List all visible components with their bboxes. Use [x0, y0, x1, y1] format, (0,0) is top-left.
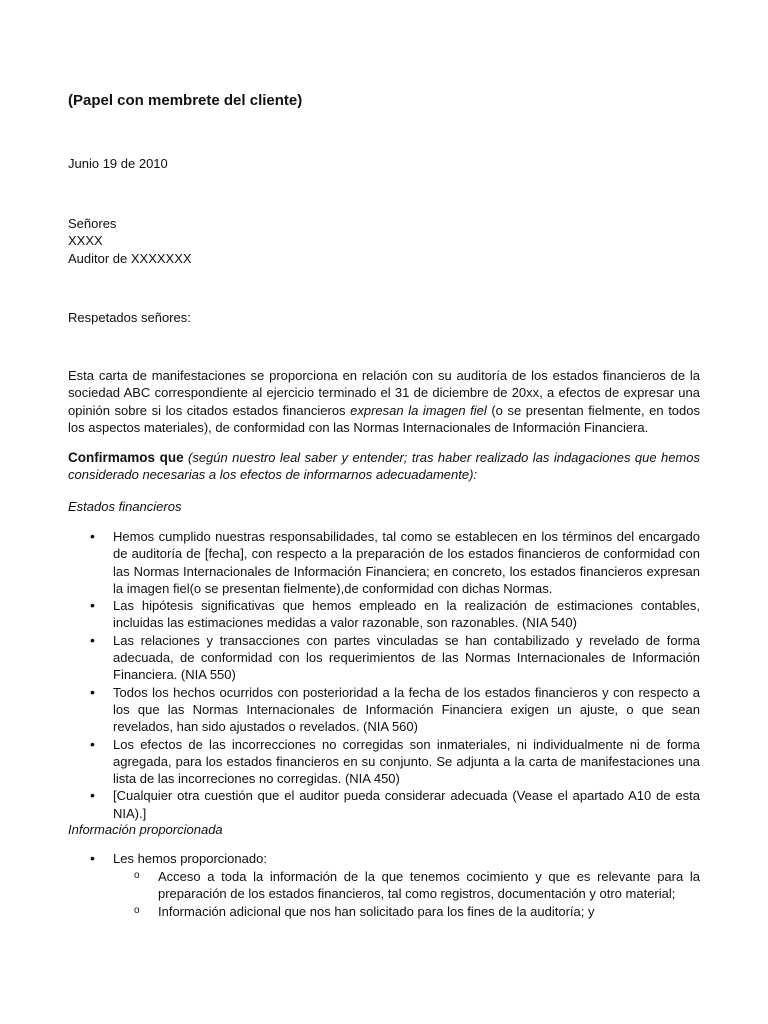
estados-financieros-list [90, 528, 700, 822]
intro-text-1: Esta carta de manifestaciones se proporciona en relación con su auditoría de los estados financieros de la sociedad ABC correspondiente al ejercicio terminado el 31 de diciembre de 20xx, a efectos de expresar una opinión sobre si los citados estados financieros [68, 368, 700, 418]
confirm-paragraph [68, 449, 700, 484]
section-title-estados-financieros: Estados financieros [68, 499, 182, 514]
informacion-list [90, 850, 700, 867]
intro-paragraph [68, 367, 700, 436]
list-item: • Todos los hechos ocurridos con posterioridad a la fecha de los estados financieros y con respecto a los que las Normas Internacionales de Información Financiera exigen un ajuste, o que sean revelados, han sido ajustados o revelados. (NIA 560) [90, 684, 700, 736]
list-item: • Las relaciones y transacciones con partes vinculadas se han contabilizado y revelado de forma adecuada, de conformidad con los requerimientos de las Normas Internacionales de Información Financiera. (NIA 550) [90, 632, 700, 684]
informacion-sublist [134, 868, 700, 920]
recipient-line-1: Señores [68, 216, 117, 231]
intro-italic-text: expresan la imagen fiel [350, 402, 487, 418]
list-item: • [Cualquier otra cuestión que el auditor pueda considerar adecuada (Vease el apartado A10 de esta NIA).] [90, 787, 700, 822]
confirm-bold-text: Confirmamos que [68, 450, 184, 465]
letterhead-placeholder: (Papel con membrete del cliente) [68, 92, 303, 109]
intro-text-2: (o se presentan fielmente, en todos los aspectos materiales), de conformidad con las Normas Internacionales de Información Financiera. [68, 402, 700, 435]
list-item: • Las hipótesis significativas que hemos empleado en la realización de estimaciones contables, incluidas las estimaciones medidas a valor razonable, son razonables. (NIA 540) [90, 597, 700, 632]
recipient-block [68, 215, 700, 267]
section-title-informacion-proporcionada: Información proporcionada [68, 822, 223, 837]
list-item: • Los efectos de las incorrecciones no corregidas son inmateriales, ni individualmente ni de forma agregada, para los estados financieros en su conjunto. Se adjunta a la carta de manifestaciones una lista de las incorreciones no corregidas. (NIA 450) [90, 736, 700, 788]
recipient-line-3: Auditor de XXXXXXX [68, 250, 192, 266]
sub-list-item: o Acceso a toda la información de la que tenemos cocimiento y que es relevante para la preparación de los estados financieros, tal como registros, documentación y otro material; [134, 868, 700, 903]
list-item: • Les hemos proporcionado: [90, 850, 700, 867]
salutation: Respetados señores: [68, 310, 191, 325]
letter-date: Junio 19 de 2010 [68, 156, 168, 171]
confirm-italic-text: (según nuestro leal saber y entender; tras haber realizado las indagaciones que hemos considerado necesarias a los efectos de informarnos adecuadamente): [68, 450, 700, 483]
recipient-line-2: XXXX [68, 233, 103, 249]
list-item: • Hemos cumplido nuestras responsabilidades, tal como se establecen en los términos del encargado de auditoría de [fecha], con respecto a la preparación de los estados financieros de conformidad con las Normas Internacionales de Información Financiera; en concreto, los estados financieros expresan la imagen fiel(o se presentan fielmente),de conformidad con dichas Normas. [90, 528, 700, 597]
sub-list-item: o Información adicional que nos han solicitado para los fines de la auditoría; y [134, 903, 700, 920]
